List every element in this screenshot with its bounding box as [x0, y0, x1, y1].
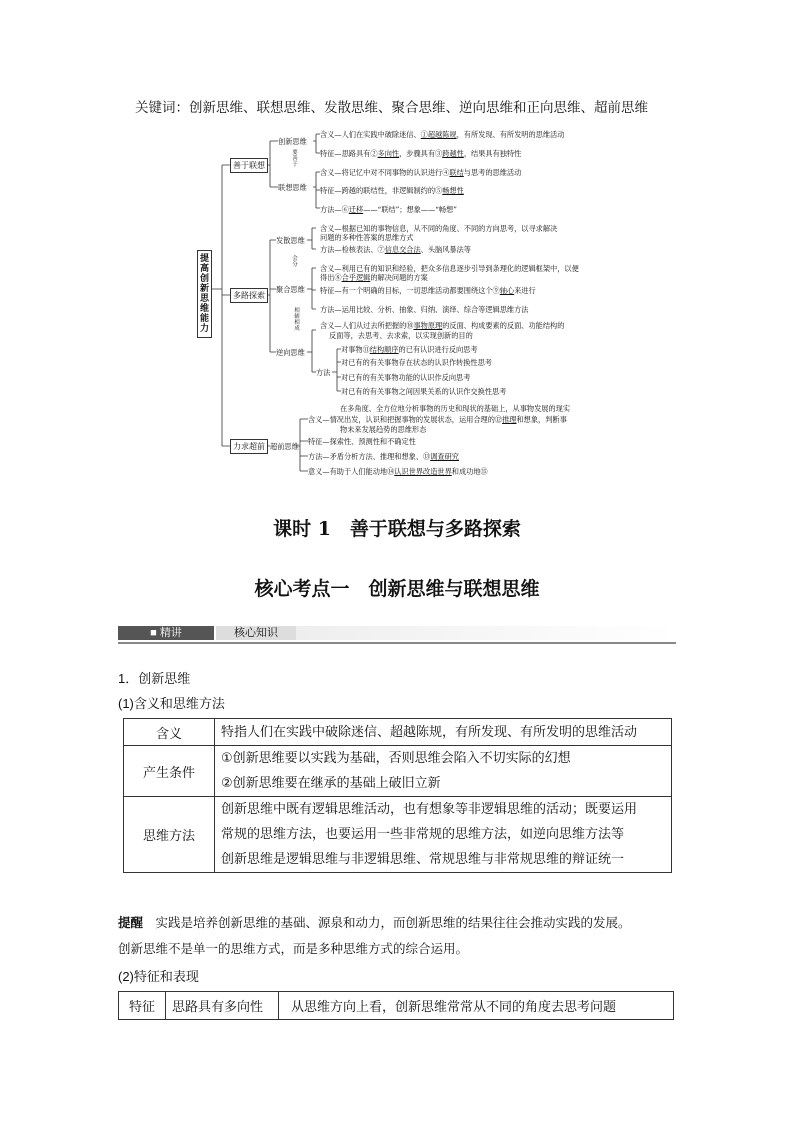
mindmap-line-18: 对已有的有关事物之间因果关系的认识作交换性思考	[341, 387, 507, 396]
sub-2-heading: (2)特征和表现	[118, 969, 199, 984]
section-bar	[118, 624, 676, 644]
node-chuangxin: 创新思维	[278, 137, 307, 146]
cell-header: 特征	[119, 992, 166, 1020]
node-lianxiang: 联想思维	[278, 183, 307, 192]
tiny-label-3: 相辅相成	[294, 308, 300, 332]
mindmap-line-11: 特征—有一个明确的目标，一切思维活动都要围绕这个⑨轴心来进行	[320, 286, 536, 295]
node-method-label: 方法	[316, 368, 331, 377]
tiny-label-2: 会分	[292, 256, 298, 268]
bar-label-dark: ■ 精讲	[118, 626, 214, 640]
mindmap-line-15: 对事物⑪结构顺序的已有认识进行反向思考	[341, 345, 478, 354]
table-row	[124, 746, 672, 797]
mindmap-line-3: 含义—将记忆中对不同事物的认识进行④联结与思考的思维活动	[320, 168, 522, 177]
mindmap-line-24: 意义—有助于人们能动地⑭认识世界改造世界和成功地⑮	[308, 467, 488, 476]
mindmap-line-12: 方法—运用比较、分析、抽象、归纳、演绎、综合等逻辑思维方法	[320, 305, 529, 314]
tiny-label-1: 要善于	[292, 150, 298, 168]
tip-line-1: 实践是培养创新思维的基础、源泉和动力，而创新思维的结果往往会推动实践的发展。	[155, 915, 631, 930]
cell-header: 思维方法	[124, 797, 215, 873]
table-row	[119, 992, 674, 1020]
cell-value: 特指人们在实践中破除迷信、超越陈规，有所发现、有所发明的思维活动	[215, 719, 672, 746]
mindmap-line-13: 含义—人们从过去所把握的⑩事物原理的反面、构成要素的反面、功能结构的	[320, 321, 565, 330]
table-features	[118, 991, 674, 1020]
mindmap-line-6: 含义—根据已知的事物信息，从不同的角度、不同的方向思考，以寻求解决	[320, 224, 558, 233]
tip-label: 提醒	[118, 915, 144, 930]
mindmap-line-19: 在多角度、全方位地分析事物的历史和现状的基础上，从事物发展的现实	[340, 404, 571, 413]
table-row	[124, 797, 672, 873]
node-juhe: 聚合思维	[276, 285, 305, 294]
mindmap-line-23: 方法—矛盾分析方法、推理和想象、⑬调查研究	[308, 452, 459, 461]
cell-header: 含义	[124, 719, 215, 746]
bar-fade	[296, 626, 676, 640]
mindmap-line-17: 对已有的有关事物功能的认识作反向思考	[341, 373, 471, 382]
cell-value: ①创新思维要以实践为基础，否则思维会陷入不切实际的幻想 ②创新思维要在继承的基础上破旧立新	[215, 746, 672, 797]
mindmap-line-5: 方法—⑥迁移——“联结”；想象——“畅想”	[320, 205, 457, 214]
cell-description: 从思维方向上看，创新思维常常从不同的角度去思考问题	[279, 992, 674, 1020]
branch-liqiu-chaoqian: 力求超前	[230, 439, 268, 454]
bar-label-light: 核心知识	[214, 626, 296, 640]
branch-shanyu-lianxiang: 善于联想	[230, 158, 268, 173]
mindmap-line-8: 方法—检核表法、⑦信息交合法、头脑风暴法等	[320, 245, 471, 254]
mindmap-line-10: 得出⑧合乎逻辑的解决问题的方案	[320, 273, 428, 282]
mindmap-line-22: 特征—探索性、预测性和不确定性	[308, 437, 416, 446]
mindmap-root: 提高创新思维能力	[197, 250, 212, 338]
tip-paragraph	[118, 910, 631, 962]
mindmap-line-4: 特征—跨越的联结性，非逻辑制约的⑤畅想性	[320, 186, 464, 195]
mindmap-line-20: 含义—情况出发，认识和把握事物的发展状态，运用合理的⑫推理和想象，判断事	[308, 415, 567, 424]
node-fasan: 发散思维	[276, 236, 305, 245]
table-row	[124, 719, 672, 746]
mindmap-line-9: 含义—利用已有的知识和经验，把众多信息逐步引导到条理化的逻辑框架中，以便	[320, 264, 579, 273]
mindmap-line-1: 含义—人们在实践中破除迷信、①超越陈规，有所发现、有所发明的思维活动	[320, 130, 565, 139]
table-meaning-methods	[123, 718, 672, 873]
cell-header: 产生条件	[124, 746, 215, 797]
node-nixiang: 逆向思维	[276, 348, 305, 357]
node-chaoqian: 超前思维	[270, 442, 299, 451]
section-1-heading: 1．创新思维	[118, 671, 191, 686]
branch-duolu-tansuo: 多路探索	[230, 288, 268, 303]
mindmap-line-14: 反面等，去思考、去求索，以实现创新的目的	[329, 331, 473, 340]
core-title: 核心考点一 创新思维与联想思维	[254, 578, 540, 600]
keywords-line: 关键词：创新思维、联想思维、发散思维、聚合思维、逆向思维和正向思维、超前思维	[135, 100, 648, 116]
tip-line-2: 创新思维不是单一的思维方式，而是多种思维方式的综合运用。	[118, 941, 469, 956]
mindmap-line-16: 对已有的有关事物存在状态的认识作转换性思考	[341, 358, 492, 367]
mindmap-line-21: 物未来发展趋势的思维形态	[340, 425, 427, 434]
cell-feature: 思路具有多向性	[166, 992, 279, 1020]
sub-1-heading: (1)含义和思维方法	[118, 696, 225, 711]
cell-value: 创新思维中既有逻辑思维活动，也有想象等非逻辑思维的活动；既要运用 常规的思维方法，也要运用一些非常规的思维方法，如逆向思维方法等 创新思维是逻辑思维与非逻辑思维、常规思维与非常规思维的辩证统一	[215, 797, 672, 873]
mindmap-line-7: 问题的多种性答案的思维方式	[320, 233, 414, 242]
lesson-title: 课时 1 善于联想与多路探索	[273, 518, 521, 540]
mindmap-line-2: 特征—思路具有②多向性，步骤具有③跨越性，结果具有独特性	[320, 149, 522, 158]
